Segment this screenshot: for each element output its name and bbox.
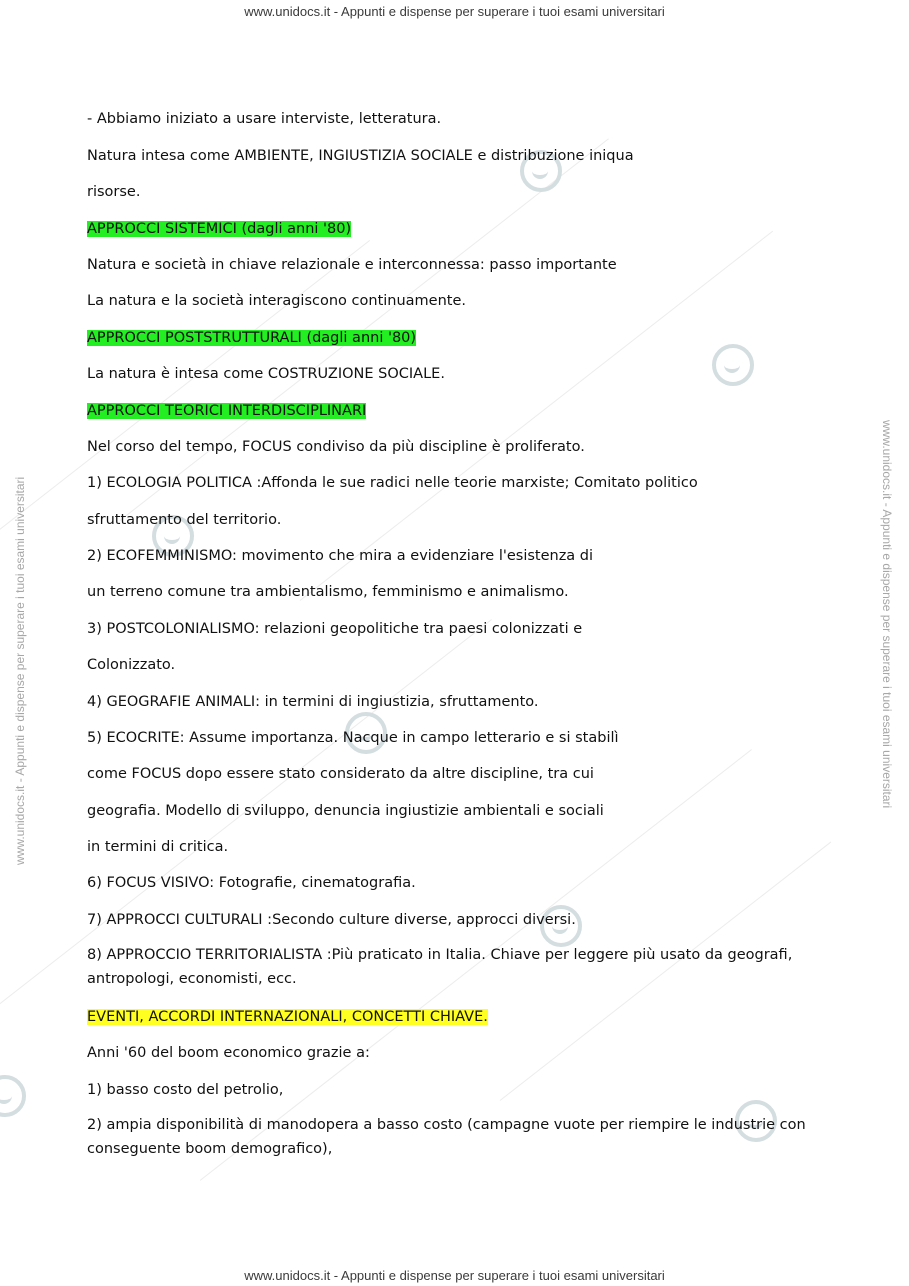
highlighted-heading: EVENTI, ACCORDI INTERNAZIONALI, CONCETTI CHIAVE. [87,1009,488,1025]
text-line-span: 4) GEOGRAFIE ANIMALI: in termini di ingiustizia, sfruttamento. [87,694,539,710]
text-line [87,254,617,276]
text-line-span: Nel corso del tempo, FOCUS condiviso da più discipline è proliferato. [87,439,585,455]
text-line [87,691,538,713]
text-line [87,727,619,749]
text-line-span: 7) APPROCCI CULTURALI :Secondo culture diverse, approcci diversi. [87,912,576,928]
highlighted-heading: APPROCCI POSTSTRUTTURALI (dagli anni '80) [87,330,417,346]
text-paragraph [87,943,827,991]
text-line [87,1079,283,1101]
unidocs-logo-icon [0,1075,26,1117]
watermark-header: www.unidocs.it - Appunti e dispense per superare i tuoi esami universitari [244,4,665,19]
text-line [87,909,576,931]
text-line-span: 3) POSTCOLONIALISMO: relazioni geopolitiche tra paesi colonizzati e [87,621,583,637]
watermark-footer: www.unidocs.it - Appunti e dispense per superare i tuoi esami universitari [244,1268,665,1283]
text-line-span: Natura e società in chiave relazionale e interconnessa: passo importante [87,257,617,273]
highlighted-heading: APPROCCI SISTEMICI (dagli anni '80) [87,221,352,237]
highlighted-heading: APPROCCI TEORICI INTERDISCIPLINARI [87,403,367,419]
text-line-span: geografia. Modello di sviluppo, denuncia ingiustizie ambientali e sociali [87,803,604,819]
text-line-span: 5) ECOCRITE: Assume importanza. Nacque in campo letterario e si stabilì [87,730,619,746]
text-line-span: La natura e la società interagiscono continuamente. [87,293,466,309]
text-line [87,108,441,130]
text-line-span: 1) ECOLOGIA POLITICA :Affonda le sue radici nelle teorie marxiste; Comitato politico [87,475,698,491]
text-line [87,800,604,822]
text-line [87,363,445,385]
text-line-span: in termini di critica. [87,839,229,855]
text-line-span: Anni '60 del boom economico grazie a: [87,1045,370,1061]
text-line-span: - Abbiamo iniziato a usare interviste, letteratura. [87,111,442,127]
text-line [87,181,140,203]
text-line-span: Colonizzato. [87,657,176,673]
text-paragraph [87,1113,827,1161]
text-line [87,436,585,458]
text-line-span: sfruttamento del territorio. [87,512,282,528]
text-line [87,618,582,640]
text-line [87,290,466,312]
text-line [87,581,569,603]
text-line [87,145,634,167]
text-line-span: 2) ECOFEMMINISMO: movimento che mira a evidenziare l'esistenza di [87,548,594,564]
text-line [87,654,175,676]
text-line [87,545,593,567]
section-heading [87,400,366,422]
text-line-span: 6) FOCUS VISIVO: Fotografie, cinematografia. [87,875,416,891]
text-line [87,763,594,785]
text-line-span: 8) APPROCCIO TERRITORIALISTA :Più praticato in Italia. Chiave per leggere più usato da geografi, antropologi, economisti, ecc. [87,947,793,987]
text-line-span: un terreno comune tra ambientalismo, femminismo e animalismo. [87,584,569,600]
text-line [87,872,416,894]
text-line-span: La natura è intesa come COSTRUZIONE SOCIALE. [87,366,445,382]
text-line-span: 2) ampia disponibilità di manodopera a basso costo (campagne vuote per riempire le industrie con conseguente boom demografico), [87,1117,806,1157]
section-heading [87,327,416,349]
text-line-span: come FOCUS dopo essere stato considerato da altre discipline, tra cui [87,766,594,782]
text-line-span: 1) basso costo del petrolio, [87,1082,284,1098]
watermark-side-left: www.unidocs.it - Appunti e dispense per superare i tuoi esami universitari [13,476,27,865]
watermark-side-right: www.unidocs.it - Appunti e dispense per superare i tuoi esami universitari [880,420,894,809]
section-heading [87,1006,488,1028]
text-line [87,1042,370,1064]
text-line-span: Natura intesa come AMBIENTE, INGIUSTIZIA SOCIALE e distribuzione iniqua [87,148,634,164]
text-line-span: risorse. [87,184,141,200]
section-heading [87,218,351,240]
unidocs-logo-icon [712,344,754,386]
text-line [87,509,281,531]
text-line [87,836,228,858]
text-line [87,472,698,494]
